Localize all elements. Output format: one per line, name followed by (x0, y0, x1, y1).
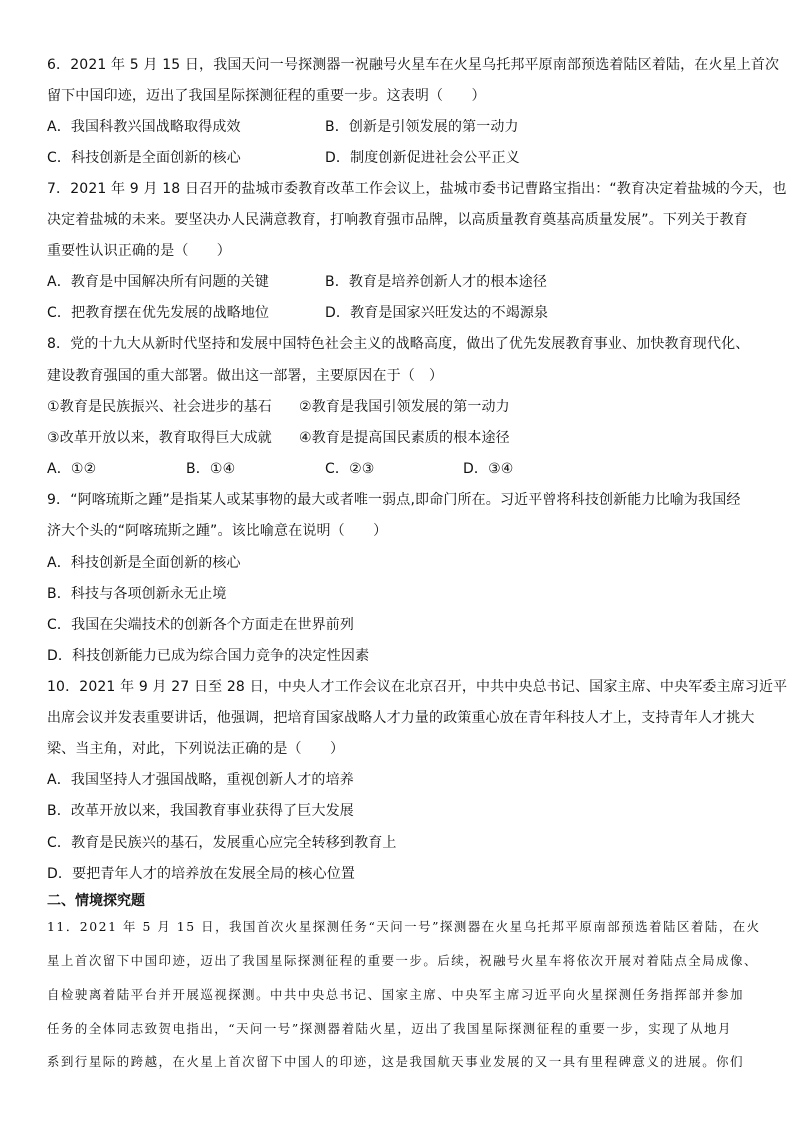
q7-option-a: A．教育是中国解决所有问题的关键 (47, 274, 269, 290)
q10-option-c: C．教育是民族兴的基石，发展重心应完全转移到教育上 (47, 835, 397, 851)
q8-option-c: C．②③ (325, 461, 375, 477)
section-heading: 二、情境探究题 (47, 893, 145, 909)
q9-stem-line1: 9．“阿喀琉斯之踵”是指某人或某事物的最大或者唯一弱点,即命门所在。习近平曾将科技创新能力比喻为我国经 (47, 492, 741, 508)
q6-stem-line2: 留下中国印迹，迈出了我国星际探测征程的重要一步。这表明（ ） (47, 88, 486, 104)
q11-stem-line4: 任务的全体同志致贺电指出，“天问一号”探测器着陆火星，迈出了我国星际探测征程的重要一步，实现了从地月 (47, 1021, 732, 1036)
q8-stem-line2: 建设教育强国的重大部署。做出这一部署，主要原因在于（ ） (47, 368, 444, 384)
q10-option-d: D．要把青年人才的培养放在发展全局的核心位置 (47, 866, 356, 882)
q7-option-b: B．教育是培养创新人才的根本途径 (325, 274, 548, 290)
q10-option-b: B．改革开放以来，我国教育事业获得了巨大发展 (47, 803, 354, 819)
q9-option-c: C．我国在尖端技术的创新各个方面走在世界前列 (47, 617, 355, 633)
q9-option-a: A．科技创新是全面创新的核心 (47, 555, 241, 571)
q7-stem-line2: 决定着盐城的未来。要坚决办人民满意教育，打响教育强市品牌，以高质量教育奠基高质量发展”。下列关于教育 (47, 212, 748, 228)
q6-option-c: C．科技创新是全面创新的核心 (47, 150, 241, 166)
q11-stem-line3: 自检驶离着陆平台并开展巡视探测。中共中央总书记、国家主席、中央军主席习近平向火星探测任务指挥部并参加 (47, 987, 745, 1002)
q6-option-a: A．我国科教兴国战略取得成效 (47, 119, 241, 135)
q7-stem-line1: 7．2021 年 9 月 18 日召开的盐城市委教育改革工作会议上，盐城市委书记曹路宝指出：“教育决定着盐城的今天，也 (47, 181, 787, 197)
q11-stem-line5: 系到行星际的跨越，在火星上首次留下中国人的印迹，这是我国航天事业发展的又一具有里程碑意义的进展。你们 (47, 1054, 745, 1069)
q9-option-b: B．科技与各项创新永无止境 (47, 586, 227, 602)
q8-option-b: B．①④ (186, 461, 236, 477)
q10-stem-line2: 出席会议并发表重要讲话，他强调，把培育国家战略人才力量的政策重心放在青年科技人才上，支持青年人才挑大 (47, 710, 755, 726)
q10-option-a: A．我国坚持人才强国战略，重视创新人才的培养 (47, 772, 354, 788)
q8-statement-2: ②教育是我国引领发展的第一动力 (299, 399, 510, 415)
q8-statement-1: ①教育是民族振兴、社会进步的基石 (47, 399, 272, 415)
q11-stem-line1: 11．2021 年 5 月 15 日，我国首次火星探测任务“天问一号”探测器在火星乌托邦平原南部预选着陆区着陆，在火 (47, 919, 761, 934)
q7-stem-line3: 重要性认识正确的是（ ） (47, 243, 231, 259)
q7-option-d: D．教育是国家兴旺发达的不竭源泉 (325, 305, 549, 321)
q8-statement-3: ③改革开放以来，教育取得巨大成就 (47, 430, 272, 446)
q8-option-d: D．③④ (463, 461, 514, 477)
q9-stem-line2: 济大个头的“阿喀琉斯之踵”。该比喻意在说明（ ） (47, 523, 388, 539)
q11-stem-line2: 星上首次留下中国印迹，迈出了我国星际探测征程的重要一步。后续，祝融号火星车将依次开展对着陆点全局成像、 (47, 953, 758, 968)
q9-option-d: D．科技创新能力已成为综合国力竞争的决定性因素 (47, 648, 370, 664)
q6-option-d: D．制度创新促进社会公平正义 (325, 150, 520, 166)
q8-option-a: A．①② (47, 461, 97, 477)
q6-stem-line1: 6．2021 年 5 月 15 日，我国天问一号探测器一祝融号火星车在火星乌托邦平原南部预选着陆区着陆，在火星上首次 (47, 57, 780, 73)
q10-stem-line3: 梁、当主角，对此，下列说法正确的是（ ） (47, 741, 345, 757)
q6-option-b: B．创新是引领发展的第一动力 (325, 119, 519, 135)
q8-statement-4: ④教育是提高国民素质的根本途径 (299, 430, 510, 446)
q8-stem-line1: 8．党的十九大从新时代坚持和发展中国特色社会主义的战略高度，做出了优先发展教育事业、加快教育现代化、 (47, 336, 750, 352)
q10-stem-line1: 10．2021 年 9 月 27 日至 28 日，中央人才工作会议在北京召开，中共中央总书记、国家主席、中央军委主席习近平 (47, 679, 788, 695)
q7-option-c: C．把教育摆在优先发展的战略地位 (47, 305, 270, 321)
